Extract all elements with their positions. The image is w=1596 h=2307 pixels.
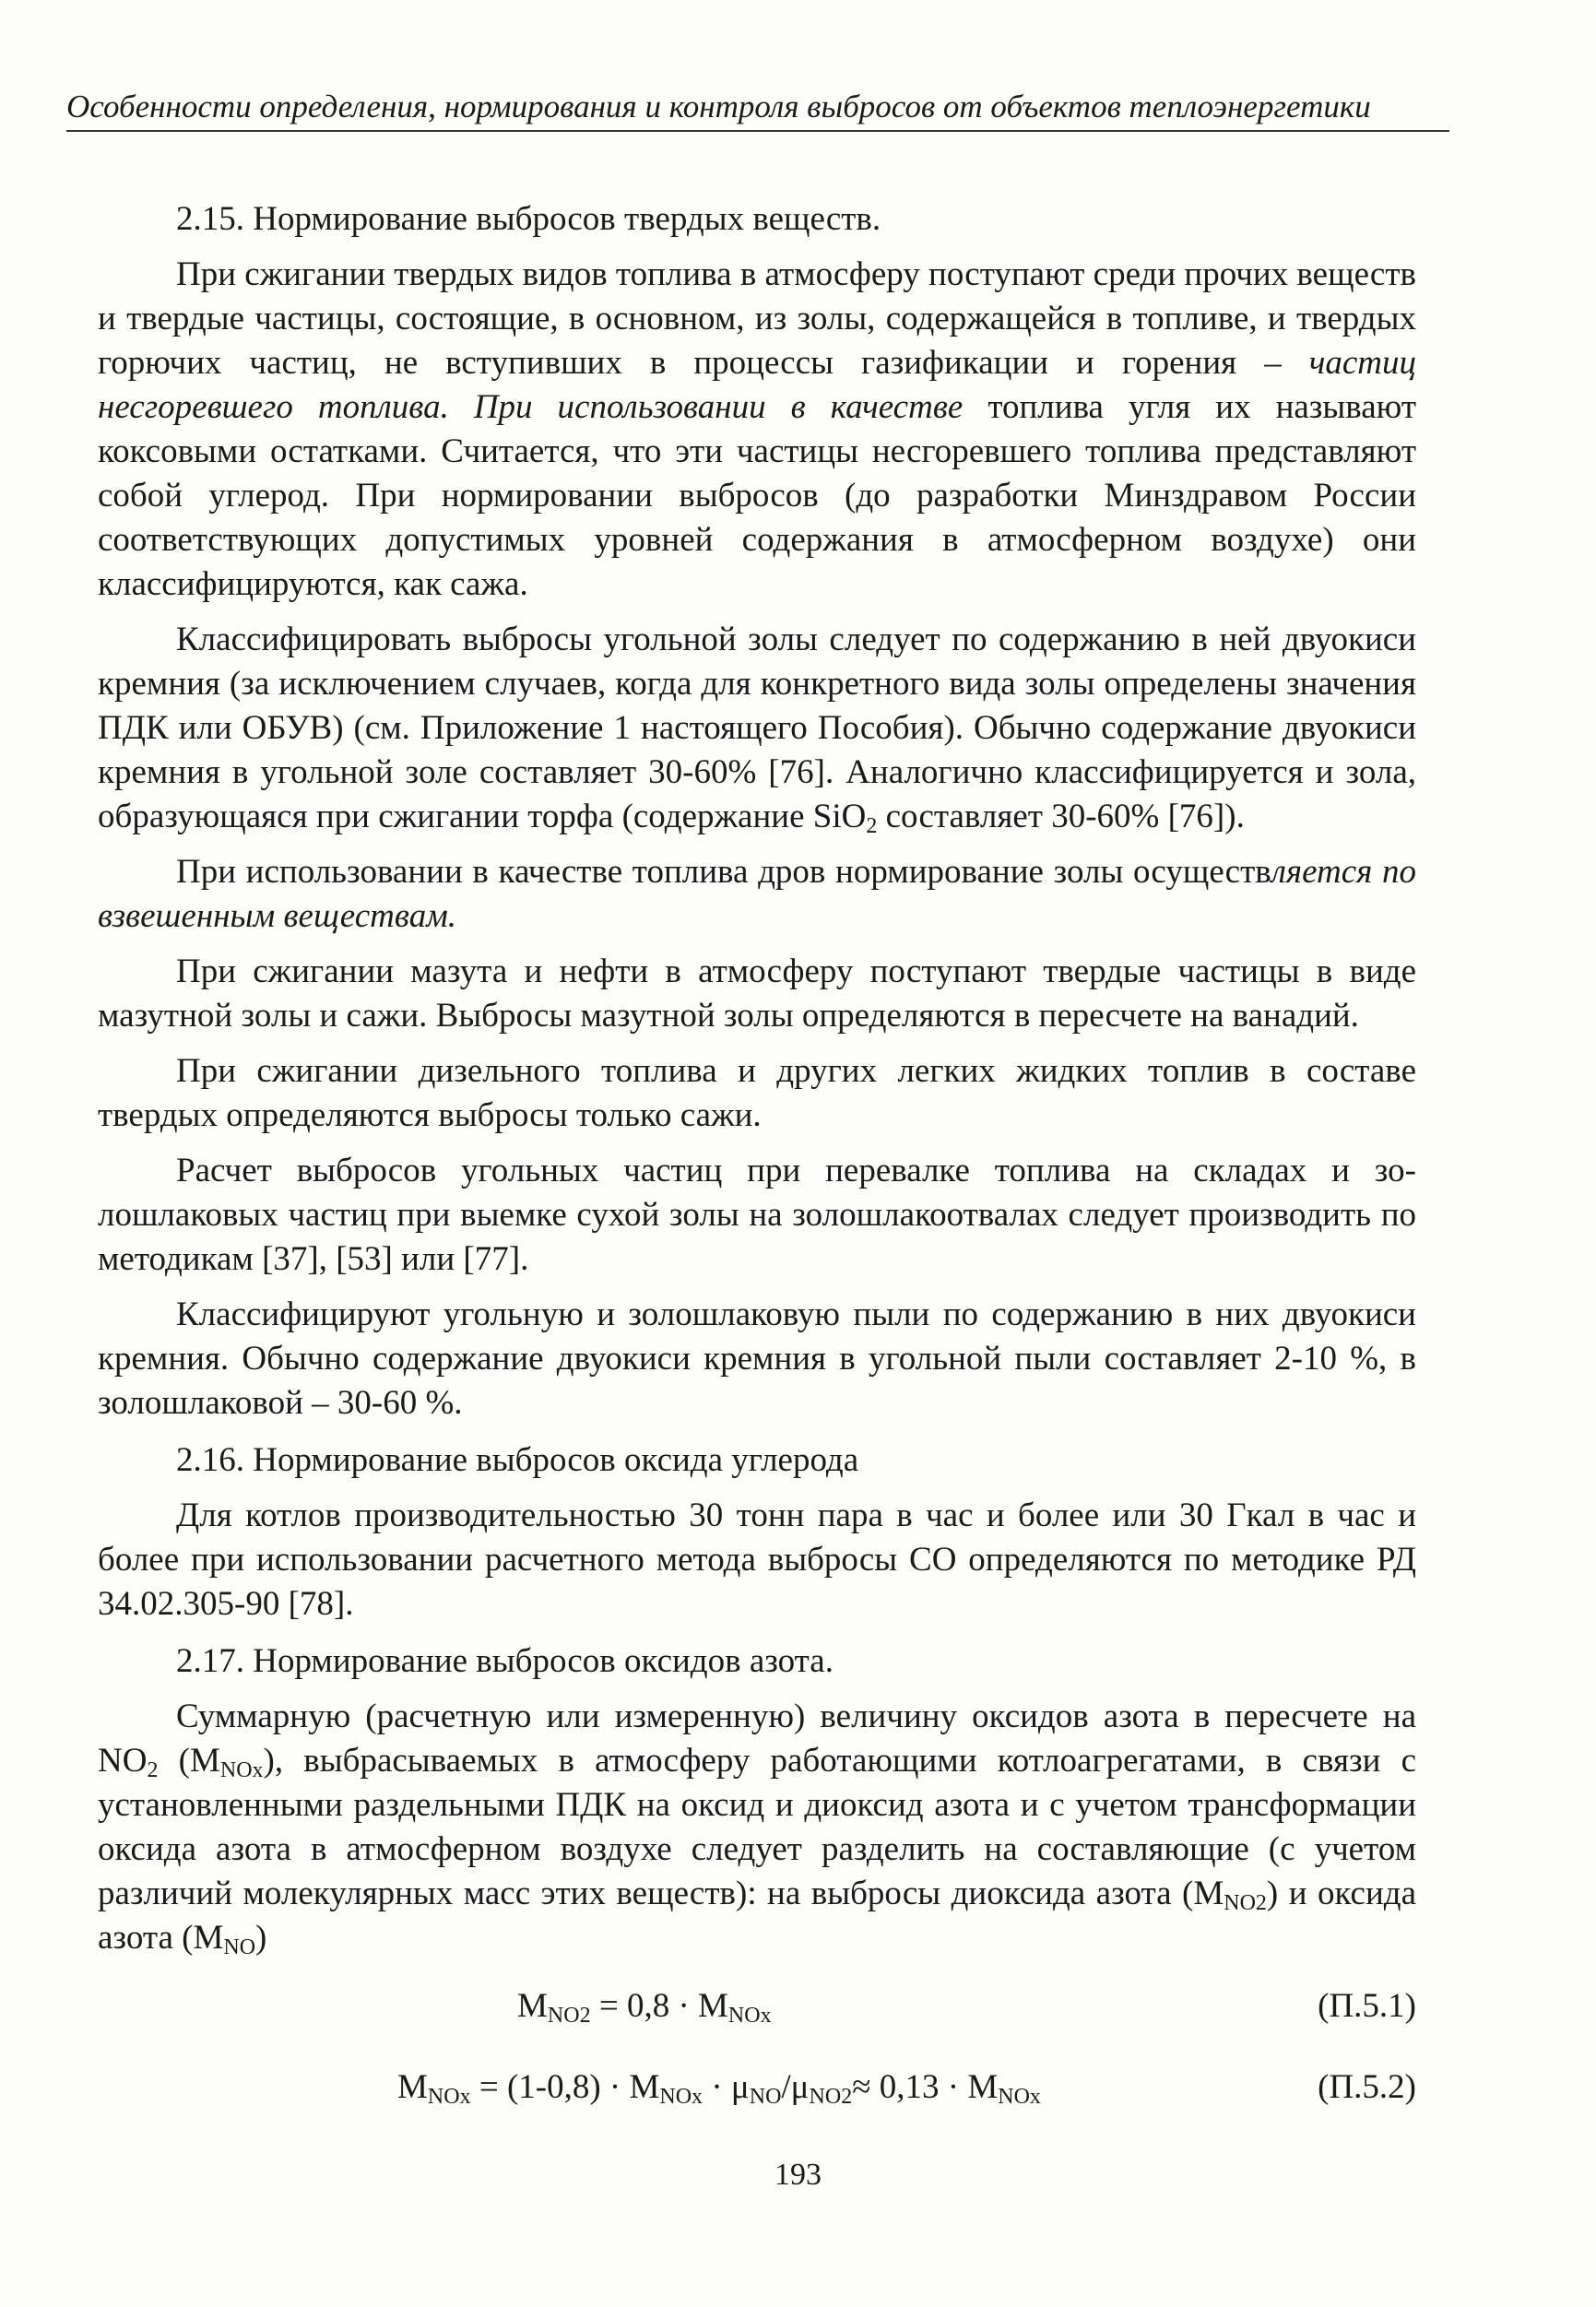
section-2-15-title: 2.15. Нормирование выбросов твердых веществ.: [176, 200, 881, 238]
formula-p-5-1-expression: $M_{NO2} = 0,8 \cdot M_{NOx}$: [517, 1987, 772, 2028]
paragraph-coal-ash: Классифицировать выбросы угольной золы следует по содержанию в ней двуокиси кремния (за исключением случаев, когда для конкретного вида золы определены значения ПДК или ОБУВ) (см. Приложение 1 настоящего Пособия). Обычно содержание двуокиси кремния в угольной золе составляет 30-60% [76]. Аналогично классифицируется и зола, образующаяся при сжигании торфа (содержание SiO$_2$ составляет 30-60% [76]).: [98, 621, 1416, 838]
paragraph-diesel: При сжигании дизельного топлива и других легких жидких топлив в составе твердых определяются выбросы только сажи.: [98, 1052, 1416, 1134]
page-body: [98, 197, 1416, 2130]
page-number: 193: [774, 2158, 822, 2192]
paragraph-fuel-oil: При сжигании мазута и нефти в атмосферу поступают твердые частицы в виде мазутной золы и сажи. Выбросы мазутной золы определяются в пересчете на ванадий.: [98, 952, 1416, 1035]
formula-p-5-2-number: (П.5.2): [1318, 2068, 1416, 2106]
formula-p-5-1-number: (П.5.1): [1318, 1987, 1416, 2025]
formula-p-5-2-expression: $M_{NOx} = (1-0,8) \cdot M_{NOx} \cdot \mu_{NO}/\mu_{NO2}\approx 0,13 \cdot M_{NOx}$: [397, 2068, 1041, 2109]
paragraph-solid-fuel: При сжигании твердых видов топлива в атмосферу поступают среди прочих веществ и твердые частицы, состоящие, в основном, из золы, содержащейся в топливе, и твердых горючих частиц, не вступивших в процессы газификации и горения – частиц несгоревшего топлива. При использовании в качестве топлива угля их называют коксовыми остатками. Считается, что эти частицы несгоревшего топлива представляют собой углерод. При нормировании выбросов (до разработки Минздравом России соответствующих допустимых уровней содержания в атмосферном воздухе) они классифицируются, как сажа.: [98, 255, 1416, 603]
paragraph-carbon-monoxide: Для котлов производительностью 30 тонн пара в час и более или 30 Гкал в час и более при использовании расчетного метода выбросы СО определяются по методике РД 34.02.305-90 [78].: [98, 1497, 1416, 1623]
section-2-16-title: 2.16. Нормирование выбросов оксида углерода: [176, 1441, 859, 1479]
paragraph-nitrogen-oxides: Суммарную (расчетную или измеренную) величину оксидов азота в пересчете на $NO_2$ $(M_{NOx})$, выбрасываемых в атмосферу работающими котлоагрегатами, в связи с установленными раздельными ПДК на оксид и диоксид азота и с учетом трансформации оксида азота в атмосферном воздухе следует разделить на составляющие (с учетом различий молекулярных масс этих веществ): на выбросы диоксида азота $(M_{NO2})$ и оксида азота $(M_{NO})$: [98, 1698, 1416, 1959]
formula-p-5-1: [98, 1984, 1416, 2049]
paragraph-firewood: При использовании в качестве топлива дров нормирование золы осуществляется по взвешенным веществам.: [98, 853, 1417, 935]
paragraph-coal-particles: Расчет выбросов угольных частиц при перевалке топлива на складах и золошлаковых частиц при выемке сухой золы на золошлакоотвалах следует производить по методикам [37], [53] или [77].: [98, 1152, 1416, 1278]
running-header: Особенности определения, нормирования и контроля выбросов от объектов теплоэнергетики: [66, 88, 1449, 132]
section-2-17-title: 2.17. Нормирование выбросов оксидов азота.: [176, 1642, 833, 1680]
paragraph-dust-classification: Классифицируют угольную и золошлаковую пыли по содержанию в них двуокиси кремния. Обычно содержание двуокиси кремния в угольной пыли составляет 2-10 %, в золошлаковой – 30-60 %.: [98, 1295, 1416, 1422]
formula-p-5-2: [98, 2065, 1416, 2130]
